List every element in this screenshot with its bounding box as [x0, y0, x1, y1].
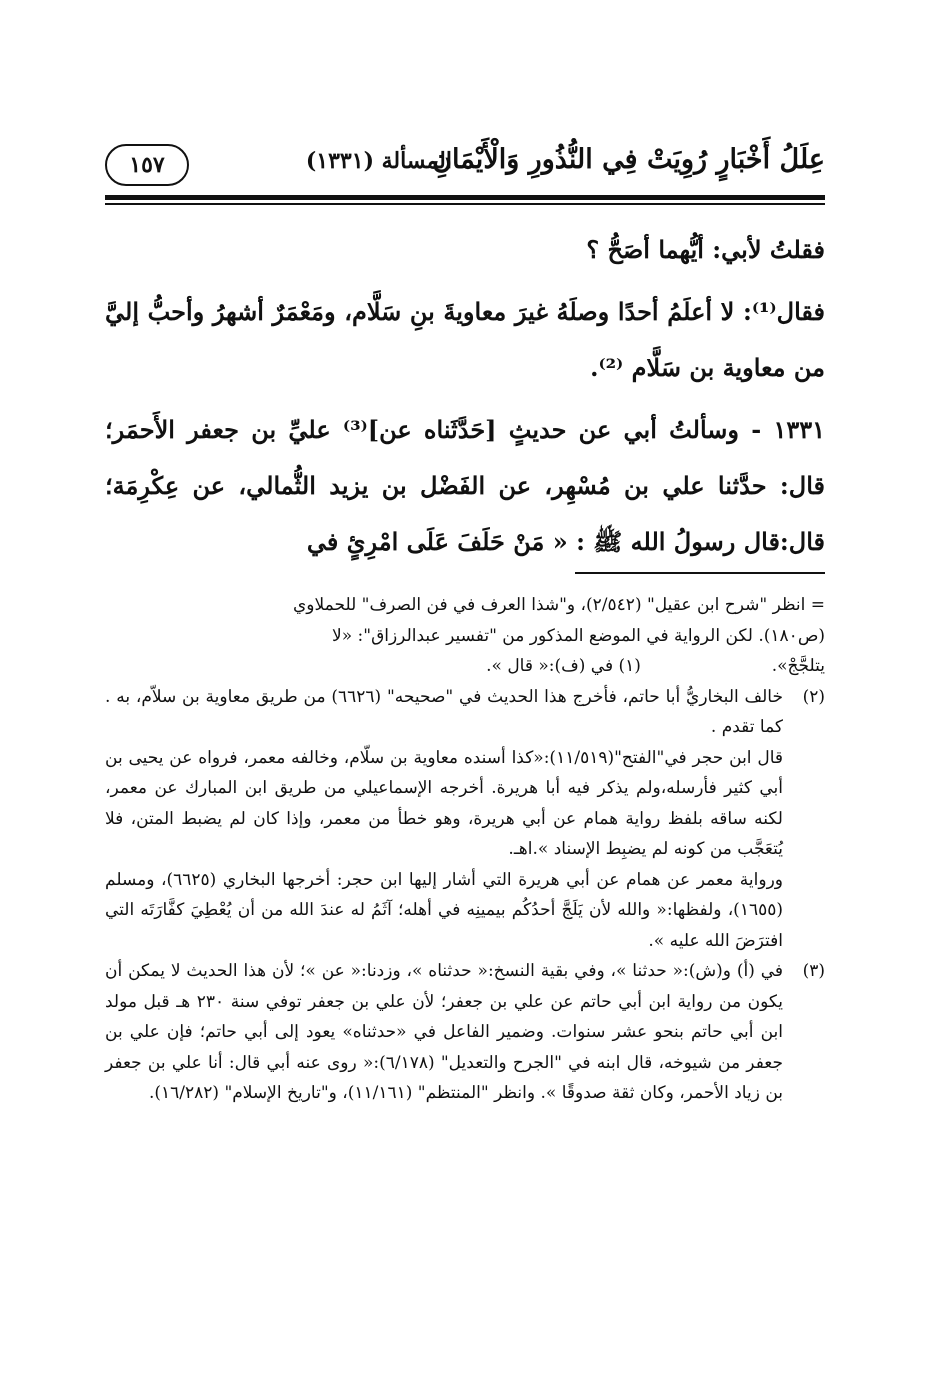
footnote-3	[105, 956, 825, 1109]
header-rule-thick	[105, 195, 825, 200]
footnote-2-text: خالف البخاريُّ أبا حاتم، فأخرج هذا الحديث في "صحيحه" (٦٦٢٦) من طريق معاوية بن سلاّم، به . كما تقدم .	[105, 686, 783, 737]
issue-number: المسألة (١٣٣١)	[305, 148, 452, 174]
main-text	[105, 222, 825, 570]
footnote-3-text: في (أ) و(ش):« حدثنا »، وفي بقية النسخ:« حدثناه »، وزدنا:« عن »؛ لأن هذا الحديث لا يمكن أن يكون من رواية ابن أبي حاتم عن علي بن جعفر؛ لأن علي بن جعفر توفي سنة ٢٣٠ هـ قبل مولد ابن أبي حاتم بنحو عشر سنوات. وضمير الفاعل في «حدثناه» يعود إلى أبي حاتم؛ فإن علي بن جعفر من شيوخه، قال ابنه في "الجرح والتعديل" (٦/١٧٨):« روى عنه أبي قال: أنا علي بن جعفر بن زياد الأحمر، وكان ثقة صدوقًا ». وانظر "المنتظم" (١١/١٦١)، و"تاريخ الإسلام" (١٦/٢٨٢).	[105, 961, 784, 1103]
footnote-1-text: في (ف):« قال ».	[486, 656, 614, 676]
footnote-2-paragraph-3: ورواية معمر عن همام عن أبي هريرة التي أشار إليها ابن حجر: أخرجها البخاري (٦٦٢٥)، ومسلم (١٦٥٥)، ولفظها:« والله لأن يَلَجَّ أحدُكُم بيمينِه في أهله؛ آثَمُ له عندَ الله من أن يُعْطِيَ كفَّارَتَه التي افترَضَ الله عليه ».	[105, 869, 783, 951]
footnote-continuation-line-2: (ص١٨٠). لكن الرواية في الموضع المذكور من "تفسير عبدالرزاق": «لا	[332, 625, 825, 646]
footnotes	[105, 590, 825, 1109]
footnote-2	[105, 682, 825, 957]
footnote-2-number: (٢)	[802, 686, 825, 707]
footnote-continuation-line-1: = انظر "شرح ابن عقيل" (٢/٥٤٢)، و"شذا العرف في فن الصرف" للحملاوي	[293, 595, 825, 615]
main-paragraph-3: ١٣٣١ - وسألتُ أبي عن حديثٍ [حَدَّثَناه عن]⁽³⁾ عليِّ بن جعفر الأَحمَر؛ قال: حدَّثنا علي بن مُسْهِر، عن الفَضْل بن يزيد الثُّمالي، عن عِكْرِمَة؛ قال:قال رسولُ الله ﷺ : « مَنْ حَلَفَ عَلَى امْرِئٍ في	[105, 415, 826, 556]
footnote-1-number: (١)	[618, 656, 641, 676]
main-paragraph-1: فقلتُ لأبي: أيُّهما أصَحُّ ؟	[586, 235, 825, 264]
footnote-continuation-text: يتلجَّجْ».	[771, 656, 825, 676]
footnote-separator	[575, 572, 825, 574]
main-paragraph-2: فقال⁽¹⁾: لا أعلَمُ أحدًا وصلَهُ غيرَ معاويةَ بنِ سَلَّام، ومَعْمَرٌ أشهرُ وأحبُّ إليَّ من معاوية بن سَلَّام ⁽²⁾.	[105, 297, 825, 382]
footnote-3-number: (٣)	[802, 961, 825, 981]
footnote-2-paragraph-2: قال ابن حجر في"الفتح"(١١/٥١٩):«كذا أسنده معاوية بن سلّام، وخالفه معمر، فرواه عن يحيى بن أبي كثير فأرسله،ولم يذكر فيه أبا هريرة. أخرجه الإسماعيلي من طريق ابن المبارك عن معمر، لكنه ساقه بلفظ رواية همام عن أبي هريرة، وهو خطأ من معمر، وإذا كان لم يضبط المتن، فلا يُتعَجَّب من كونه لم يضبِط الإسناد ».اهـ.	[105, 747, 784, 859]
page-number: ١٥٧	[105, 144, 189, 186]
book-title: عِلَلُ أَخْبَارٍ رُوِيَتْ فِي النُّذُورِ وَالْأَيْمَانِ	[432, 144, 825, 175]
running-header	[105, 140, 825, 192]
footnote-continuation-line-3	[105, 651, 825, 682]
header-rule-thin	[105, 203, 825, 205]
